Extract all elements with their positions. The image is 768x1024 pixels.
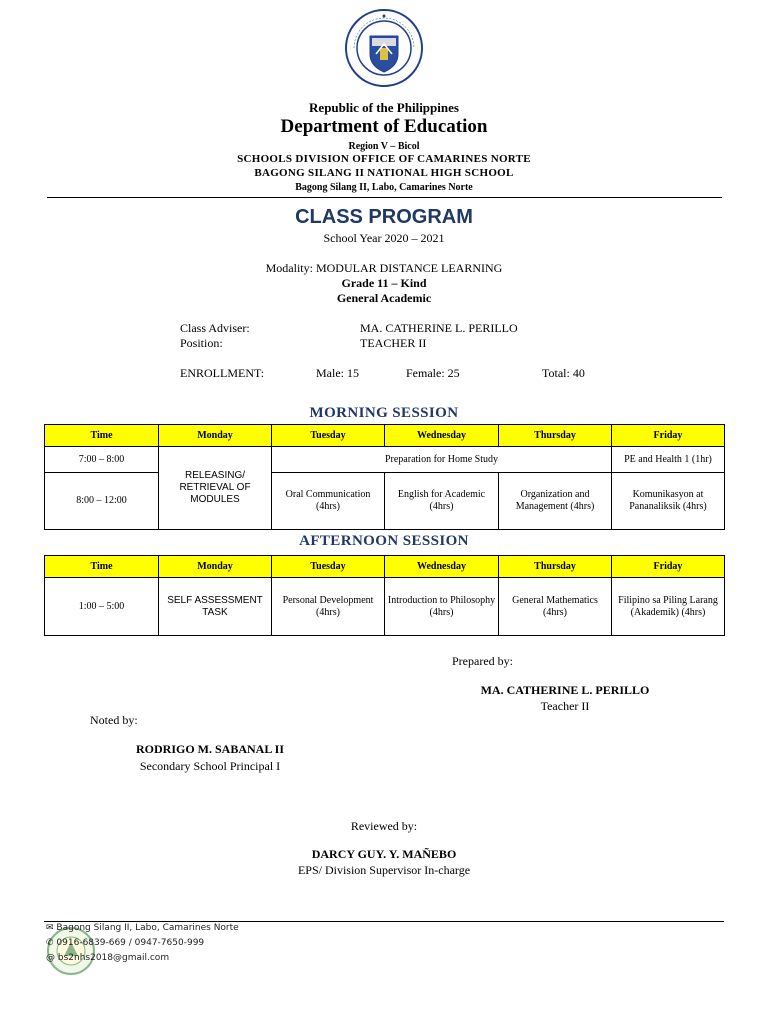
time-cell: 1:00 – 5:00 bbox=[45, 578, 159, 636]
adviser-label: Class Adviser: bbox=[180, 321, 250, 335]
footer-phone-text: 0916-6839-669 / 0947-7650-999 bbox=[56, 938, 205, 948]
table-row bbox=[45, 473, 725, 530]
enrollment-male: Male: 15 bbox=[316, 366, 359, 380]
enrollment-female: Female: 25 bbox=[406, 366, 460, 380]
time-cell: 8:00 – 12:00 bbox=[45, 473, 159, 530]
enrollment-total: Total: 40 bbox=[542, 366, 585, 380]
header-monday: Monday bbox=[159, 556, 272, 578]
table-row bbox=[45, 447, 725, 473]
header-wednesday: Wednesday bbox=[385, 425, 499, 447]
afternoon-session-title: AFTERNOON SESSION bbox=[299, 533, 469, 549]
noted-by-title: Secondary School Principal I bbox=[139, 759, 281, 773]
friday-cell: PE and Health 1 (1hr) bbox=[612, 447, 725, 473]
school-name: BAGONG SILANG II NATIONAL HIGH SCHOOL bbox=[254, 167, 514, 179]
footer-address bbox=[46, 923, 239, 933]
prepared-by-label: Prepared by: bbox=[452, 654, 513, 668]
preparation-cell: Preparation for Home Study bbox=[272, 447, 612, 473]
deped-seal bbox=[344, 8, 424, 88]
reviewed-by-label: Reviewed by: bbox=[350, 819, 418, 833]
department-name: Department of Education bbox=[280, 116, 488, 137]
region-line: Region V – Bicol bbox=[348, 141, 420, 152]
prepared-by-name: MA. CATHERINE L. PERILLO bbox=[480, 683, 650, 697]
modality: Modality: MODULAR DISTANCE LEARNING bbox=[265, 261, 503, 275]
table-header-row bbox=[45, 425, 725, 447]
header-friday: Friday bbox=[612, 556, 725, 578]
header-time: Time bbox=[45, 425, 159, 447]
school-year: School Year 2020 – 2021 bbox=[323, 231, 445, 245]
position-label: Position: bbox=[180, 336, 223, 350]
wednesday-cell: English for Academic (4hrs) bbox=[385, 473, 499, 530]
header-wednesday: Wednesday bbox=[385, 556, 499, 578]
phone-icon: ✆ bbox=[46, 938, 54, 948]
morning-session-title: MORNING SESSION bbox=[309, 405, 459, 421]
school-logo-icon bbox=[46, 926, 96, 976]
table-row bbox=[45, 578, 725, 636]
prepared-by-title: Teacher II bbox=[540, 699, 590, 713]
footer-divider bbox=[44, 921, 724, 922]
school-address: Bagong Silang II, Labo, Camarines Norte bbox=[295, 182, 473, 193]
division-line: SCHOOLS DIVISION OFFICE OF CAMARINES NORTE bbox=[237, 153, 531, 165]
grade-section: Grade 11 – Kind bbox=[341, 276, 427, 290]
page-title: CLASS PROGRAM bbox=[295, 206, 473, 228]
enrollment-label: ENROLLMENT: bbox=[180, 366, 265, 380]
republic-line: Republic of the Philippines bbox=[309, 100, 459, 115]
header-tuesday: Tuesday bbox=[272, 425, 385, 447]
time-cell: 7:00 – 8:00 bbox=[45, 447, 159, 473]
reviewed-by-title: EPS/ Division Supervisor In-charge bbox=[297, 863, 471, 877]
header-thursday: Thursday bbox=[499, 425, 612, 447]
noted-by-label: Noted by: bbox=[90, 713, 138, 727]
header-divider bbox=[47, 197, 722, 198]
adviser-value: MA. CATHERINE L. PERILLO bbox=[360, 321, 518, 335]
thursday-cell: Organization and Management (4hrs) bbox=[499, 473, 612, 530]
footer-email-text: bs2nhs2018@gmail.com bbox=[57, 953, 170, 963]
thursday-cell: General Mathematics (4hrs) bbox=[499, 578, 612, 636]
noted-by-name: RODRIGO M. SABANAL II bbox=[135, 742, 285, 756]
morning-schedule-table bbox=[44, 424, 725, 530]
envelope-icon: ✉ bbox=[46, 923, 54, 933]
wednesday-cell: Introduction to Philosophy (4hrs) bbox=[385, 578, 499, 636]
monday-cell: RELEASING/ RETRIEVAL OF MODULES bbox=[159, 447, 272, 530]
position-value: TEACHER II bbox=[360, 336, 427, 350]
header-time: Time bbox=[45, 556, 159, 578]
friday-cell: Filipino sa Piling Larang (Akademik) (4hrs) bbox=[612, 578, 725, 636]
footer-email bbox=[46, 953, 169, 963]
tuesday-cell: Oral Communication (4hrs) bbox=[272, 473, 385, 530]
header-thursday: Thursday bbox=[499, 556, 612, 578]
table-header-row bbox=[45, 556, 725, 578]
monday-cell: SELF ASSESSMENT TASK bbox=[159, 578, 272, 636]
track: General Academic bbox=[336, 291, 432, 305]
footer-address-text: Bagong Silang II, Labo, Camarines Norte bbox=[56, 923, 239, 933]
header-tuesday: Tuesday bbox=[272, 556, 385, 578]
reviewed-by-name: DARCY GUY. Y. MAÑEBO bbox=[311, 847, 457, 861]
at-icon: @ bbox=[46, 953, 55, 963]
header-monday: Monday bbox=[159, 425, 272, 447]
header-friday: Friday bbox=[612, 425, 725, 447]
tuesday-cell: Personal Development (4hrs) bbox=[272, 578, 385, 636]
footer-phone bbox=[46, 938, 204, 948]
friday-cell: Komunikasyon at Pananaliksik (4hrs) bbox=[612, 473, 725, 530]
afternoon-schedule-table bbox=[44, 555, 725, 636]
